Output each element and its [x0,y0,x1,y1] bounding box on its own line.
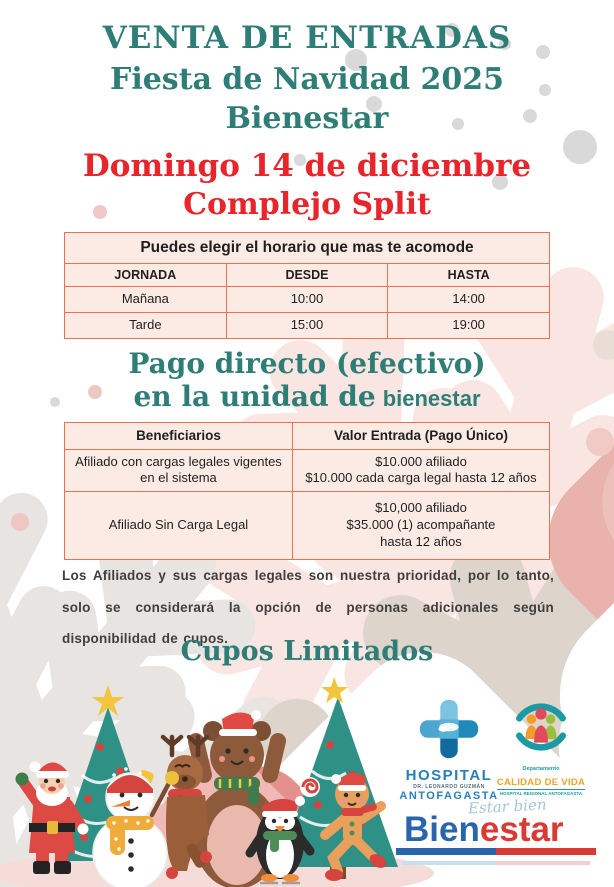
subtitle-event: Fiesta de Navidad 2025 [110,62,504,97]
cell-hasta: 14:00 [388,287,550,313]
schedule-caption: Puedes elegir el horario que mas te acomode [65,233,550,264]
priority-note: Los Afiliados y sus cargas legales son nuestra prioridad, por lo tanto, solo se considerará la opción de personas adicionales según disponibilidad de cupos. [62,568,554,647]
col-beneficiarios: Beneficiarios [65,423,293,450]
page-title: VENTA DE ENTRADAS [102,20,512,56]
calidad-de-vida-logo [489,694,593,796]
calidad-logo-name: CALIDAD DE VIDA [496,777,586,788]
col-desde: DESDE [226,264,388,287]
bienestar-word-blue: Bien [404,810,480,849]
hospital-logo-subname: DR. LEONARDO GUZMÁN [413,784,485,790]
beneficiary-line: en el sistema [140,470,217,486]
bienestar-word-red: estar [479,810,564,849]
payment-heading-line2-text: en la unidad de [133,380,376,413]
value-line: $10,000 afiliado [375,500,467,516]
bienestar-flag-bar-light [402,861,590,865]
value-line: hasta 12 años [380,534,462,550]
payment-heading-bienestar: bienestar [382,386,481,411]
col-hasta: HASTA [388,264,550,287]
cell-value [292,449,549,492]
calidad-logo-dept: Departamento [522,766,560,772]
price-header-row [65,423,550,450]
price-table [64,422,550,560]
bienestar-logo-word [404,810,602,849]
payment-heading [0,347,614,413]
cell-desde: 15:00 [226,313,388,339]
bienestar-logo-script: Estar bien [467,795,547,818]
event-date: Domingo 14 de diciembre [82,148,532,184]
cell-value [292,492,549,560]
cell-beneficiary [65,492,293,560]
hospital-antofagasta-logo [394,698,504,802]
schedule-caption-row [65,233,550,264]
cell-hasta: 19:00 [388,313,550,339]
value-line: $10.000 afiliado [375,453,467,469]
cell-jornada: Mañana [65,287,227,313]
calidad-logo-subname: HOSPITAL REGIONAL ANTOFAGASTA [499,791,583,796]
cell-jornada: Tarde [65,313,227,339]
payment-heading-line2 [0,380,614,413]
poster-header [0,20,614,222]
hospital-logo-city: ANTOFAGASTA [399,790,499,802]
table-row [65,449,550,492]
value-line: $35.000 (1) acompañante [346,517,496,533]
cupos-limitados-heading: Cupos Limitados [180,636,434,667]
schedule-table [64,232,550,339]
calidad-de-vida-icon [508,694,574,760]
table-row [65,313,550,339]
payment-heading-line1: Pago directo (efectivo) [128,347,486,380]
col-jornada: JORNADA [65,264,227,287]
table-row [65,287,550,313]
beneficiary-line: Afiliado Sin Carga Legal [108,517,249,533]
hospital-cross-icon [418,698,480,760]
hospital-logo-name: HOSPITAL [405,767,493,784]
cell-desde: 10:00 [226,287,388,313]
event-venue: Complejo Split [183,187,431,222]
table-row [65,492,550,560]
schedule-header-row [65,264,550,287]
beneficiary-line: Afiliado con cargas legales vigentes [75,453,282,469]
value-line: $10.000 cada carga legal hasta 12 años [305,470,537,486]
cell-beneficiary [65,449,293,492]
subtitle-unit: Bienestar [225,101,389,136]
col-valor-entrada: Valor Entrada (Pago Único) [292,423,549,450]
bienestar-logo [396,796,602,865]
